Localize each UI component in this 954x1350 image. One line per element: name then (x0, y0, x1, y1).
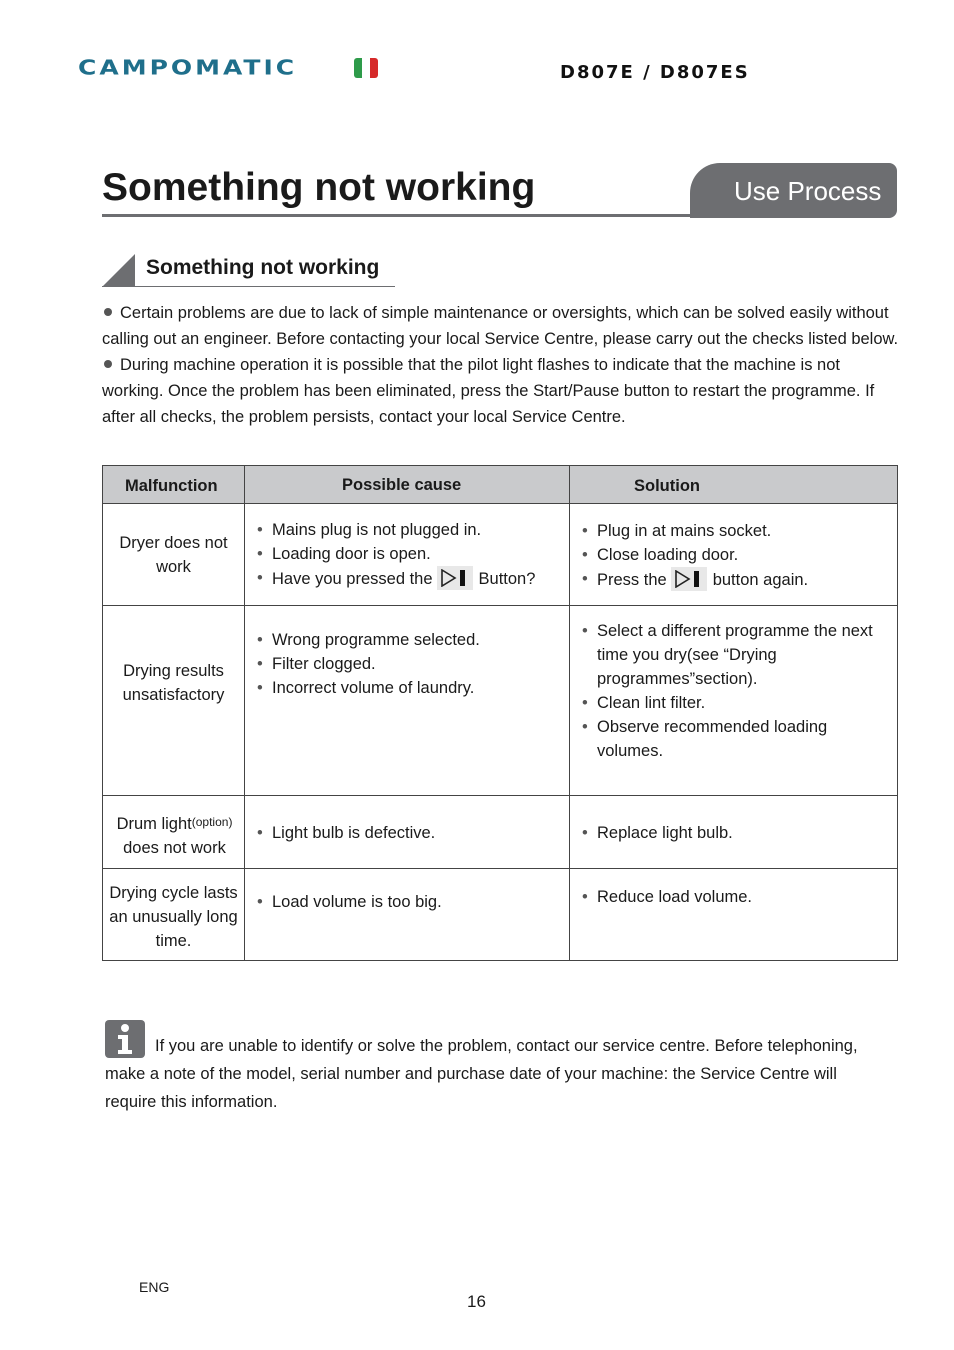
section-heading: Something not working (146, 256, 380, 279)
table-row (103, 606, 898, 796)
brand-logo: CAMPOMATIC (78, 56, 298, 80)
page-number: 16 (467, 1292, 486, 1311)
table-header-row (103, 466, 898, 504)
cause-cell: • Wrong programme selected. • Filter clogged. • Incorrect volume of laundry. (245, 606, 570, 796)
header-solution: Solution (570, 466, 898, 504)
table-row (103, 796, 898, 869)
solution-cell: • Reduce load volume. (570, 869, 898, 961)
bullet-icon (104, 308, 112, 316)
malfunction-cell: Drying cycle lasts an unusually long time. (103, 869, 245, 961)
malfunction-cell: Drum light(option) does not work (103, 796, 245, 869)
page-title: Something not working (102, 166, 536, 209)
solution-cell: • Select a different programme the next time you dry(see “Drying programmes”section). • Clean lint filter. • Observe recommended loading volumes. (570, 606, 898, 796)
paragraph: Certain problems are due to lack of simple maintenance or oversights, which can be solved easily without calling out an engineer. Before contacting your local Service Centre, please carry out the checks listed below. (102, 304, 899, 348)
info-note: If you are unable to identify or solve the problem, contact our service centre. Before telephoning, make a note of the model, serial number and purchase date of your machine: the Service Centre will require this information. (105, 1037, 858, 1111)
solution-cell: • Replace light bulb. (570, 796, 898, 869)
start-pause-icon (437, 566, 473, 590)
section-underline (102, 286, 395, 287)
title-underline (102, 214, 702, 217)
section-tab-label: Use Process (734, 176, 882, 206)
troubleshooting-table (102, 465, 898, 961)
paragraph: During machine operation it is possible that the pilot light flashes to indicate that the machine is not working. Once the problem has been eliminated, press the Start/Pause button to restart the programme. If after all checks, the problem persists, contact your local Service Centre. (102, 356, 875, 426)
intro-text (102, 300, 902, 430)
language-label: ENG (139, 1279, 170, 1295)
solution-cell: • Plug in at mains socket. • Close loading door. • Press the button again. (570, 504, 898, 606)
header-cause: Possible cause (245, 466, 570, 504)
malfunction-cell: Dryer does not work (103, 504, 245, 606)
cause-cell: • Load volume is too big. (245, 869, 570, 961)
model-number: D807E / D807ES (560, 62, 750, 83)
cause-cell: • Light bulb is defective. (245, 796, 570, 869)
section-triangle-icon (102, 254, 135, 287)
header-malfunction: Malfunction (103, 466, 245, 504)
start-pause-icon (671, 567, 707, 591)
malfunction-cell: Drying results unsatisfactory (103, 606, 245, 796)
bullet-icon (104, 360, 112, 368)
cause-cell: • Mains plug is not plugged in. • Loading door is open. • Have you pressed the Button? (245, 504, 570, 606)
table-row (103, 869, 898, 961)
table-row (103, 504, 898, 606)
flag-icon (354, 58, 378, 78)
